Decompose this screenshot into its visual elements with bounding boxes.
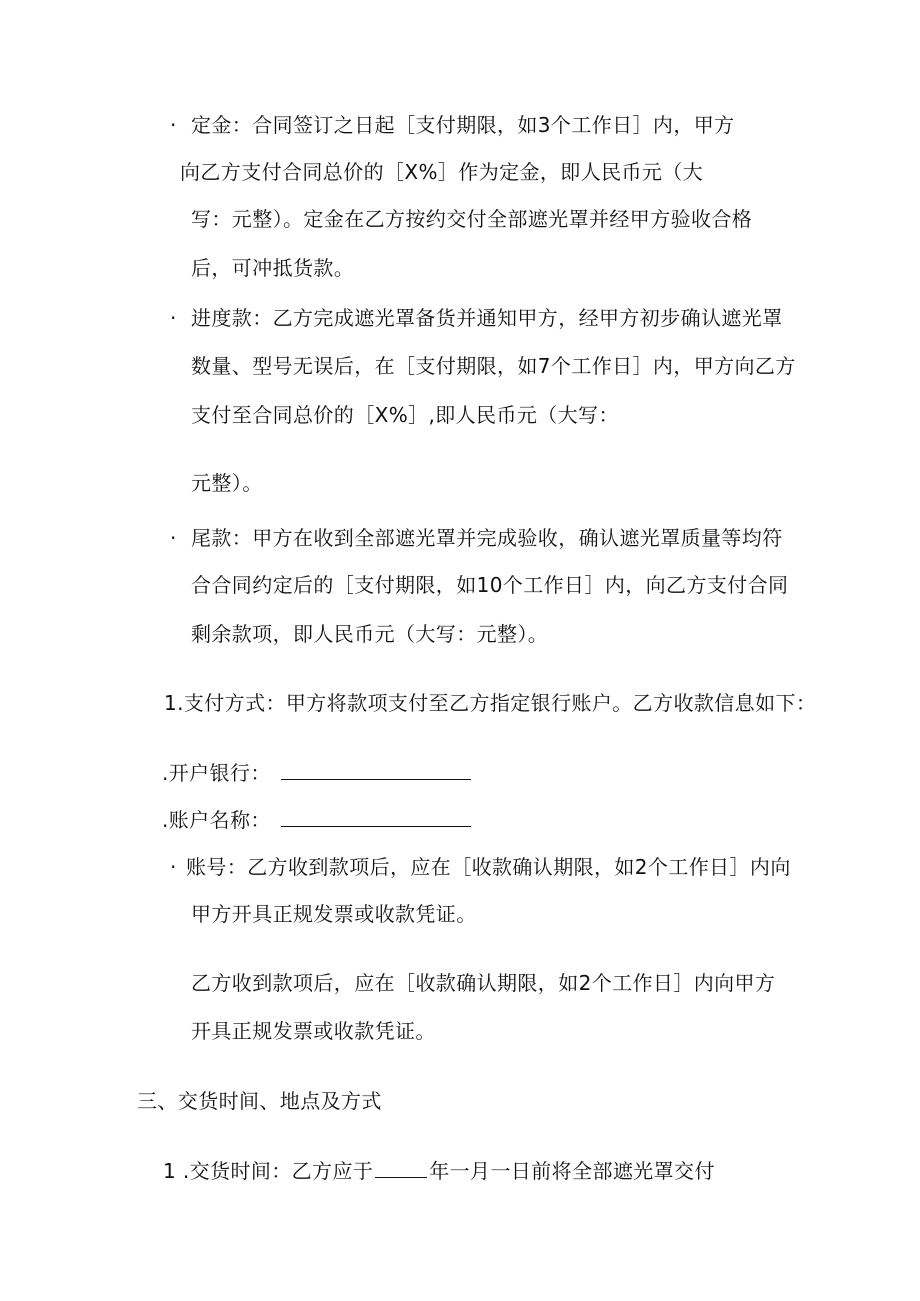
deposit-line-1: 定金：合同签订之日起［支付期限，如3个工作日］内，甲方	[191, 113, 735, 137]
progress-line-3: 支付至合同总价的［X%］,即人民币元（大写：	[191, 403, 619, 427]
repeat-line-1: 乙方收到款项后，应在［收款确认期限，如2个工作日］内向甲方	[191, 971, 776, 995]
account-name-label: .账户名称：	[162, 808, 271, 832]
bank-label: .开户银行：	[162, 761, 271, 785]
final-line-3: 剩余款项，即人民币元（大写：元整）。	[191, 622, 549, 646]
account-name-field	[162, 806, 471, 834]
bullet-dot: ·	[170, 113, 177, 137]
delivery-suffix: 年一月一日前将全部遮光罩交付	[429, 1159, 715, 1183]
bullet-dot: ·	[170, 855, 177, 879]
progress-line-1: 进度款：乙方完成遮光罩备货并通知甲方，经甲方初步确认遮光罩	[191, 306, 783, 330]
delivery-time	[163, 1157, 715, 1185]
bullet-dot: ·	[170, 306, 177, 330]
deposit-line-3: 写：元整）。定金在乙方按约交付全部遮光罩并经甲方验收合格	[191, 207, 753, 231]
bullet-dot: ·	[170, 526, 177, 550]
delivery-prefix: 1 .交货时间：乙方应于	[163, 1159, 374, 1183]
account-no-line-1: 账号：乙方收到款项后，应在［收款确认期限，如2个工作日］内向	[186, 855, 791, 879]
account-no-line-2: 甲方开具正规发票或收款凭证。	[191, 902, 477, 926]
account-name-blank-line	[281, 808, 471, 827]
bank-blank-line	[281, 761, 471, 780]
final-line-2: 合合同约定后的［支付期限，如10个工作日］内，向乙方支付合同	[191, 573, 789, 597]
progress-line-4: 元整）。	[191, 471, 263, 495]
section-heading: 三、交货时间、地点及方式	[137, 1089, 382, 1113]
progress-line-2: 数量、型号无误后，在［支付期限，如7个工作日］内，甲方向乙方	[191, 354, 796, 378]
bank-field	[162, 759, 471, 787]
deposit-line-4: 后，可冲抵货款。	[191, 256, 355, 280]
deposit-line-2: 向乙方支付合同总价的［X%］作为定金，即人民币元（大	[180, 160, 704, 184]
final-line-1: 尾款：甲方在收到全部遮光罩并完成验收，确认遮光罩质量等均符	[191, 526, 783, 550]
repeat-line-2: 开具正规发票或收款凭证。	[191, 1019, 436, 1043]
year-blank-line	[375, 1159, 427, 1178]
payment-method: 1.支付方式：甲方将款项支付至乙方指定银行账户。乙方收款信息如下：	[164, 691, 817, 715]
